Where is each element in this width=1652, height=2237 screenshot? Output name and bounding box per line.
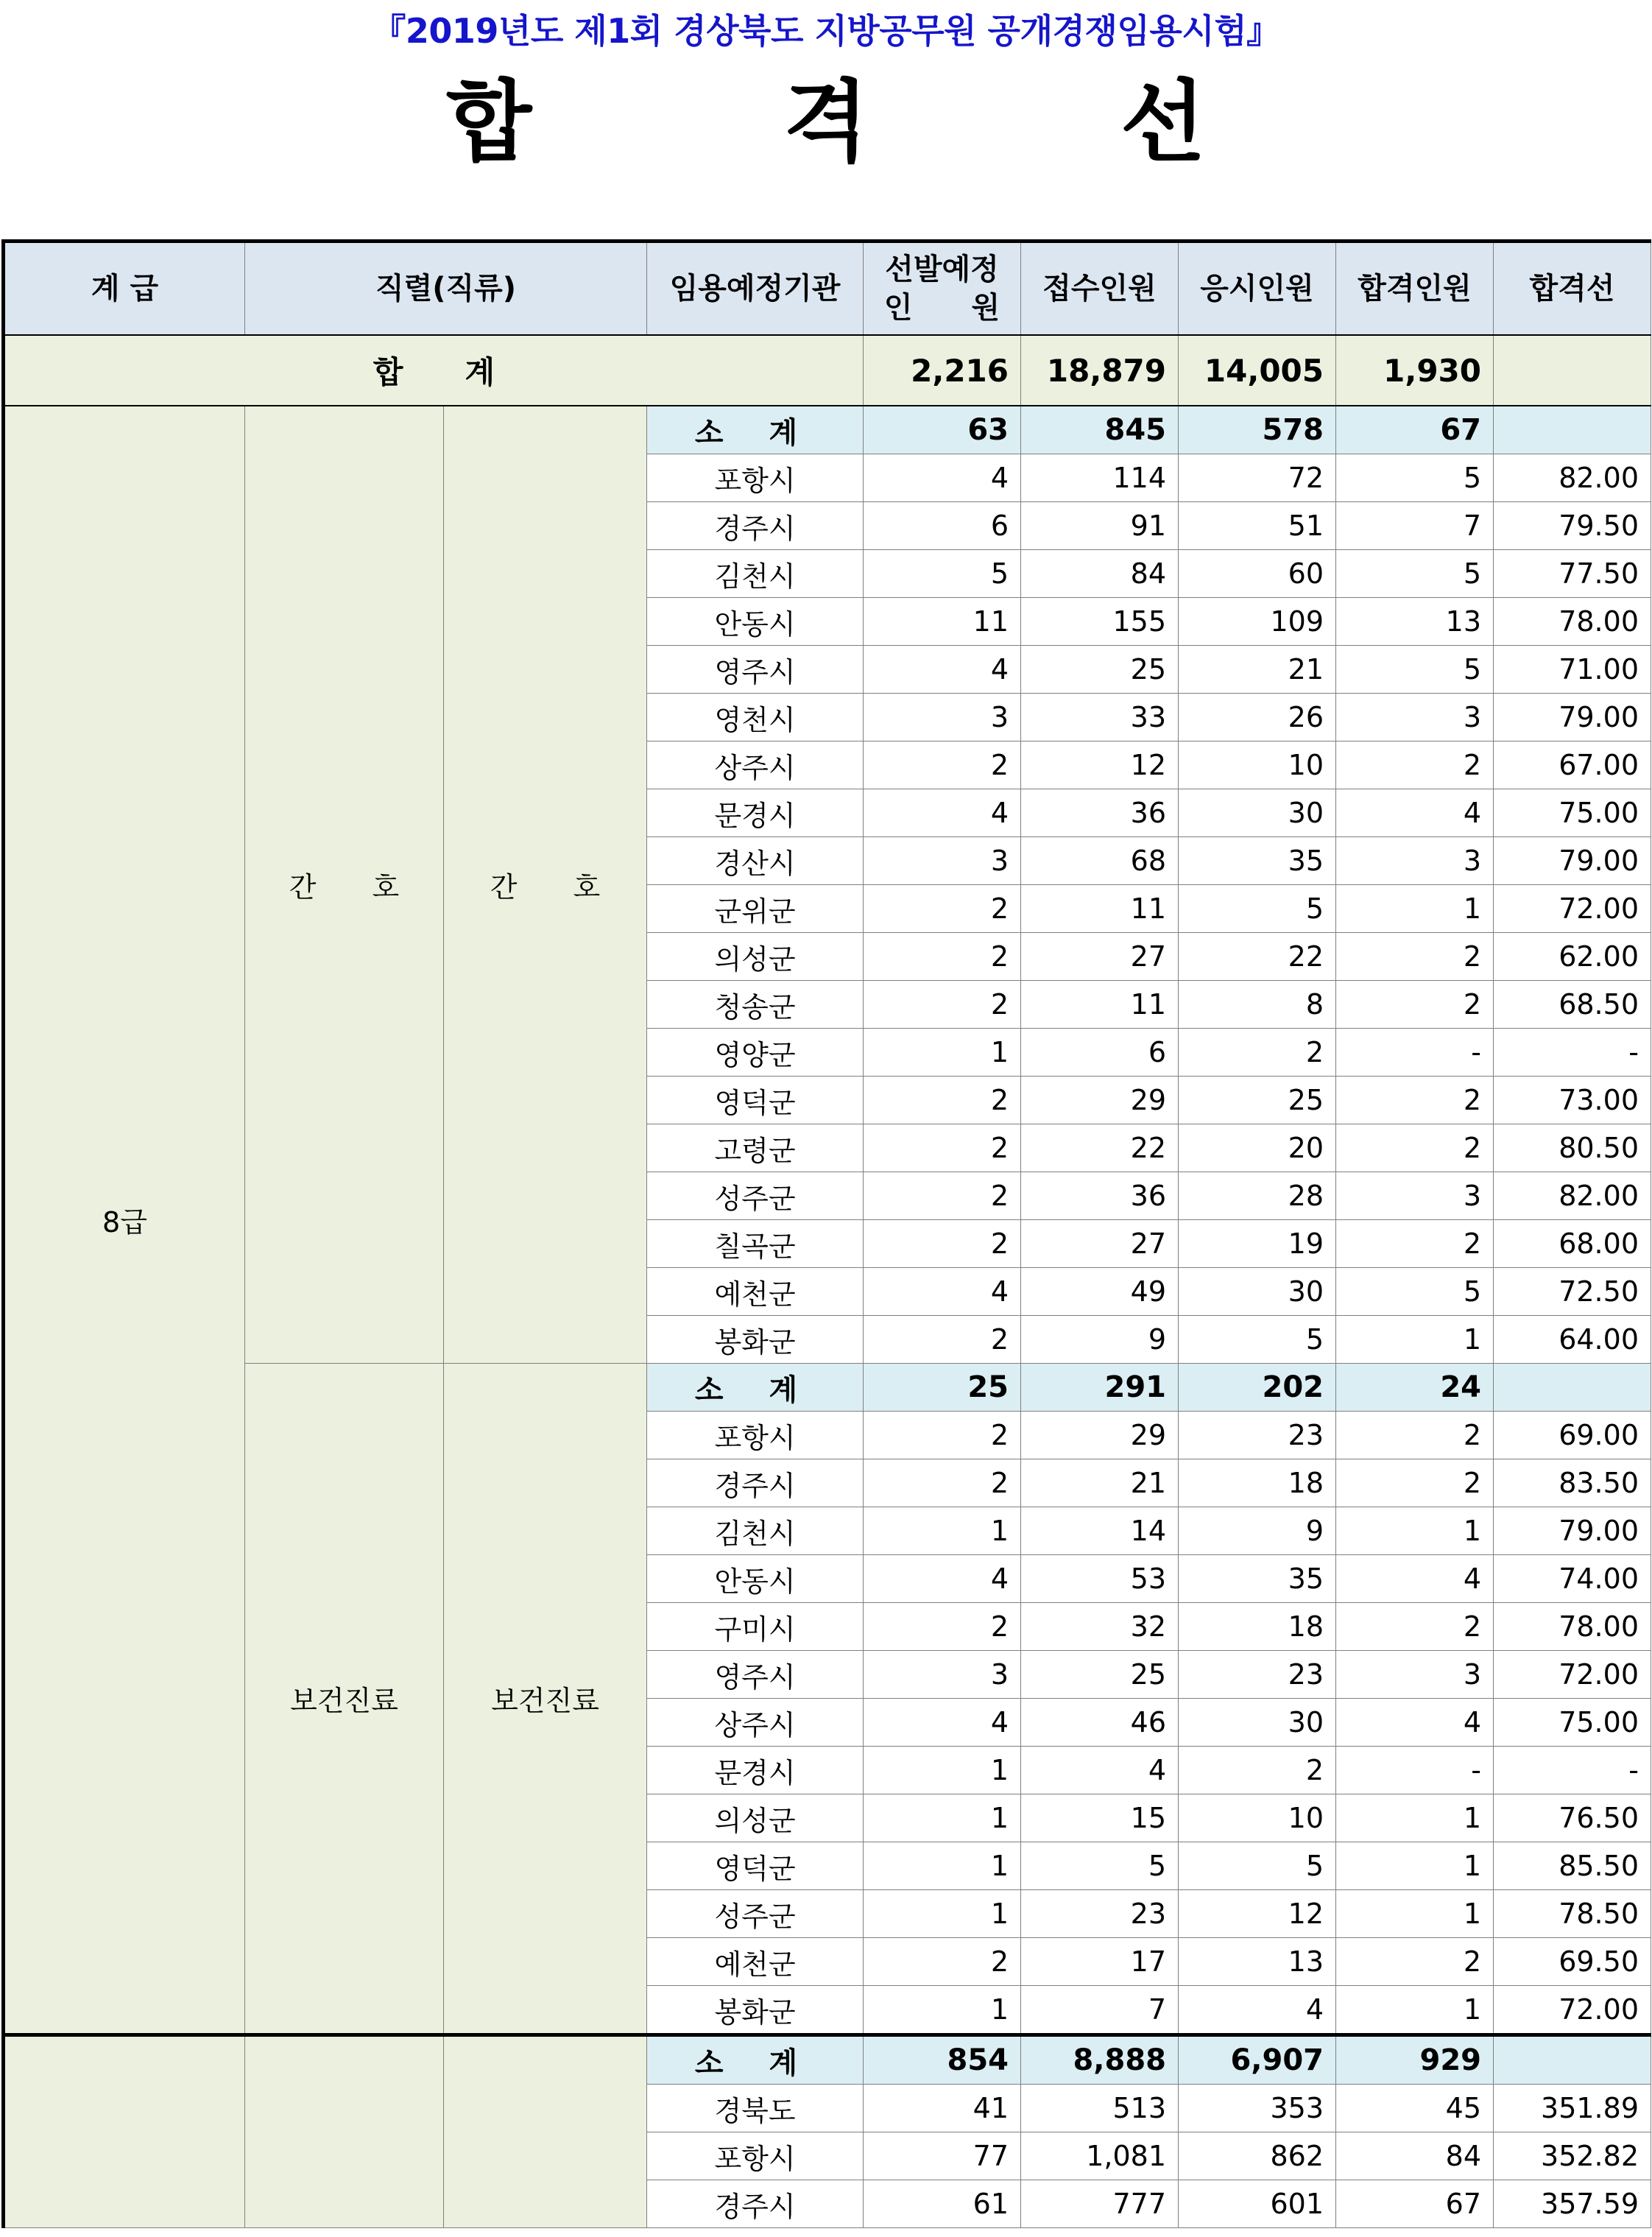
cutoff-cell: 80.50 <box>1494 1124 1651 1172</box>
quota-cell: 4 <box>864 1555 1021 1603</box>
applicants-cell: 513 <box>1021 2085 1179 2132</box>
passed-cell: 4 <box>1336 1699 1494 1747</box>
col-header-quota <box>864 242 1021 336</box>
org-cell: 영주시 <box>647 646 864 694</box>
col-header-cutoff: 합격선 <box>1494 242 1651 336</box>
quota-cell: 4 <box>864 454 1021 502</box>
passed-cell: 2 <box>1336 1938 1494 1986</box>
org-cell: 봉화군 <box>647 1316 864 1364</box>
subtotal-label: 소 계 <box>647 2035 864 2085</box>
org-cell: 성주군 <box>647 1172 864 1220</box>
takers-cell: 5 <box>1179 1842 1336 1890</box>
org-cell: 문경시 <box>647 789 864 837</box>
org-cell: 안동시 <box>647 598 864 646</box>
grade-cell <box>4 2035 245 2228</box>
quota-cell: 2 <box>864 1124 1021 1172</box>
cutoff-cell: 74.00 <box>1494 1555 1651 1603</box>
cutoff-cell: 76.50 <box>1494 1794 1651 1842</box>
quota-cell: 4 <box>864 1699 1021 1747</box>
takers-cell: 22 <box>1179 933 1336 981</box>
series-cell <box>245 2035 444 2228</box>
takers-cell: 8 <box>1179 981 1336 1029</box>
org-cell: 포항시 <box>647 2132 864 2180</box>
col-header-org: 임용예정기관 <box>647 242 864 336</box>
org-cell: 영덕군 <box>647 1077 864 1124</box>
cutoff-cell: 82.00 <box>1494 1172 1651 1220</box>
takers-cell: 51 <box>1179 502 1336 550</box>
grand-total-passed: 1,930 <box>1336 335 1494 406</box>
takers-cell: 20 <box>1179 1124 1336 1172</box>
applicants-cell: 49 <box>1021 1268 1179 1316</box>
org-cell: 김천시 <box>647 1507 864 1555</box>
takers-cell: 12 <box>1179 1890 1336 1938</box>
subtotal-cutoff <box>1494 406 1651 454</box>
takers-cell: 21 <box>1179 646 1336 694</box>
passed-cell: - <box>1336 1029 1494 1077</box>
passed-cell: 3 <box>1336 1172 1494 1220</box>
applicants-cell: 11 <box>1021 885 1179 933</box>
applicants-cell: 36 <box>1021 789 1179 837</box>
subtotal-takers: 6,907 <box>1179 2035 1336 2085</box>
passed-cell: 4 <box>1336 1555 1494 1603</box>
cutoff-cell: 85.50 <box>1494 1842 1651 1890</box>
takers-cell: 353 <box>1179 2085 1336 2132</box>
quota-cell: 2 <box>864 1172 1021 1220</box>
subtotal-label: 소 계 <box>647 406 864 454</box>
org-cell: 포항시 <box>647 454 864 502</box>
takers-cell: 30 <box>1179 789 1336 837</box>
quota-cell: 1 <box>864 1842 1021 1890</box>
passed-cell: 4 <box>1336 789 1494 837</box>
subtotal-row <box>4 406 1651 454</box>
takers-cell: 5 <box>1179 885 1336 933</box>
org-cell: 상주시 <box>647 741 864 789</box>
org-cell: 영양군 <box>647 1029 864 1077</box>
cutoff-cell: 69.50 <box>1494 1938 1651 1986</box>
applicants-cell: 114 <box>1021 454 1179 502</box>
takers-cell: 30 <box>1179 1699 1336 1747</box>
grand-total-takers: 14,005 <box>1179 335 1336 406</box>
applicants-cell: 32 <box>1021 1603 1179 1651</box>
quota-cell: 4 <box>864 789 1021 837</box>
passed-cell: 1 <box>1336 1507 1494 1555</box>
passed-cell: 1 <box>1336 1890 1494 1938</box>
applicants-cell: 91 <box>1021 502 1179 550</box>
grand-total-cutoff <box>1494 335 1651 406</box>
cutoff-table <box>1 239 1651 2228</box>
passed-cell: 3 <box>1336 694 1494 741</box>
takers-cell: 35 <box>1179 837 1336 885</box>
applicants-cell: 29 <box>1021 1077 1179 1124</box>
takers-cell: 10 <box>1179 1794 1336 1842</box>
subseries-cell: 보건진료 <box>444 1364 647 2035</box>
passed-cell: 1 <box>1336 1842 1494 1890</box>
quota-cell: 2 <box>864 1220 1021 1268</box>
quota-cell: 4 <box>864 646 1021 694</box>
applicants-cell: 11 <box>1021 981 1179 1029</box>
grand-total-applicants: 18,879 <box>1021 335 1179 406</box>
passed-cell: 1 <box>1336 1794 1494 1842</box>
org-cell: 안동시 <box>647 1555 864 1603</box>
col-header-grade: 계 급 <box>4 242 245 336</box>
series-cell: 간 호 <box>245 406 444 1364</box>
org-cell: 경북도 <box>647 2085 864 2132</box>
series-cell: 보건진료 <box>245 1364 444 2035</box>
org-cell: 경주시 <box>647 502 864 550</box>
passed-cell: 7 <box>1336 502 1494 550</box>
applicants-cell: 29 <box>1021 1412 1179 1459</box>
passed-cell: 1 <box>1336 1986 1494 2035</box>
quota-cell: 3 <box>864 694 1021 741</box>
quota-cell: 61 <box>864 2180 1021 2228</box>
quota-cell: 2 <box>864 1077 1021 1124</box>
cutoff-cell: 78.00 <box>1494 1603 1651 1651</box>
quota-cell: 4 <box>864 1268 1021 1316</box>
applicants-cell: 46 <box>1021 1699 1179 1747</box>
quota-cell: 2 <box>864 741 1021 789</box>
subtotal-label: 소 계 <box>647 1364 864 1412</box>
quota-cell: 3 <box>864 837 1021 885</box>
cutoff-cell: 79.00 <box>1494 837 1651 885</box>
quota-cell: 2 <box>864 1412 1021 1459</box>
quota-cell: 2 <box>864 1938 1021 1986</box>
org-cell: 예천군 <box>647 1938 864 1986</box>
col-header-passed: 합격인원 <box>1336 242 1494 336</box>
passed-cell: 84 <box>1336 2132 1494 2180</box>
quota-cell: 41 <box>864 2085 1021 2132</box>
takers-cell: 30 <box>1179 1268 1336 1316</box>
cutoff-cell: 78.50 <box>1494 1890 1651 1938</box>
cutoff-cell: 79.00 <box>1494 1507 1651 1555</box>
exam-subtitle: 『2019년도 제1회 경상북도 지방공무원 공개경쟁임용시험』 <box>372 11 1280 51</box>
org-cell: 김천시 <box>647 550 864 598</box>
cutoff-cell: 67.00 <box>1494 741 1651 789</box>
passed-cell: - <box>1336 1747 1494 1794</box>
quota-cell: 2 <box>864 885 1021 933</box>
applicants-cell: 25 <box>1021 1651 1179 1699</box>
cutoff-cell: 68.50 <box>1494 981 1651 1029</box>
applicants-cell: 9 <box>1021 1316 1179 1364</box>
org-cell: 칠곡군 <box>647 1220 864 1268</box>
passed-cell: 3 <box>1336 1651 1494 1699</box>
cutoff-cell: 351.89 <box>1494 2085 1651 2132</box>
applicants-cell: 15 <box>1021 1794 1179 1842</box>
takers-cell: 9 <box>1179 1507 1336 1555</box>
org-cell: 경주시 <box>647 2180 864 2228</box>
cutoff-cell: 62.00 <box>1494 933 1651 981</box>
applicants-cell: 1,081 <box>1021 2132 1179 2180</box>
takers-cell: 18 <box>1179 1603 1336 1651</box>
passed-cell: 5 <box>1336 1268 1494 1316</box>
passed-cell: 2 <box>1336 1412 1494 1459</box>
subtotal-quota: 854 <box>864 2035 1021 2085</box>
quota-cell: 77 <box>864 2132 1021 2180</box>
subseries-cell: 간 호 <box>444 406 647 1364</box>
passed-cell: 2 <box>1336 981 1494 1029</box>
passed-cell: 2 <box>1336 1077 1494 1124</box>
applicants-cell: 84 <box>1021 550 1179 598</box>
grand-total-row <box>4 335 1651 406</box>
applicants-cell: 25 <box>1021 646 1179 694</box>
quota-cell: 3 <box>864 1651 1021 1699</box>
org-cell: 영천시 <box>647 694 864 741</box>
quota-cell: 2 <box>864 981 1021 1029</box>
col-header-takers: 응시인원 <box>1179 242 1336 336</box>
org-cell: 예천군 <box>647 1268 864 1316</box>
passed-cell: 3 <box>1336 837 1494 885</box>
quota-cell: 6 <box>864 502 1021 550</box>
cutoff-cell: 73.00 <box>1494 1077 1651 1124</box>
applicants-cell: 53 <box>1021 1555 1179 1603</box>
applicants-cell: 6 <box>1021 1029 1179 1077</box>
applicants-cell: 68 <box>1021 837 1179 885</box>
org-cell: 문경시 <box>647 1747 864 1794</box>
takers-cell: 18 <box>1179 1459 1336 1507</box>
applicants-cell: 5 <box>1021 1842 1179 1890</box>
subtotal-passed: 24 <box>1336 1364 1494 1412</box>
takers-cell: 25 <box>1179 1077 1336 1124</box>
subtotal-quota: 25 <box>864 1364 1021 1412</box>
applicants-cell: 33 <box>1021 694 1179 741</box>
col-header-quota-line2: 인 원 <box>883 291 1000 325</box>
cutoff-cell: 75.00 <box>1494 1699 1651 1747</box>
cutoff-cell: 78.00 <box>1494 598 1651 646</box>
applicants-cell: 21 <box>1021 1459 1179 1507</box>
quota-cell: 2 <box>864 933 1021 981</box>
grade-cell: 8급 <box>4 406 245 2035</box>
passed-cell: 2 <box>1336 1459 1494 1507</box>
cutoff-cell: 75.00 <box>1494 789 1651 837</box>
takers-cell: 2 <box>1179 1029 1336 1077</box>
quota-cell: 1 <box>864 1747 1021 1794</box>
applicants-cell: 155 <box>1021 598 1179 646</box>
cutoff-cell: 69.00 <box>1494 1412 1651 1459</box>
passed-cell: 2 <box>1336 1124 1494 1172</box>
applicants-cell: 4 <box>1021 1747 1179 1794</box>
passed-cell: 2 <box>1336 933 1494 981</box>
subtotal-cutoff <box>1494 2035 1651 2085</box>
takers-cell: 4 <box>1179 1986 1336 2035</box>
cutoff-cell: 72.00 <box>1494 885 1651 933</box>
table-header-row <box>4 242 1651 336</box>
org-cell: 봉화군 <box>647 1986 864 2035</box>
applicants-cell: 17 <box>1021 1938 1179 1986</box>
takers-cell: 28 <box>1179 1172 1336 1220</box>
applicants-cell: 27 <box>1021 1220 1179 1268</box>
takers-cell: 109 <box>1179 598 1336 646</box>
subtotal-applicants: 8,888 <box>1021 2035 1179 2085</box>
passed-cell: 45 <box>1336 2085 1494 2132</box>
passed-cell: 67 <box>1336 2180 1494 2228</box>
subtotal-applicants: 291 <box>1021 1364 1179 1412</box>
quota-cell: 11 <box>864 598 1021 646</box>
cutoff-cell: 77.50 <box>1494 550 1651 598</box>
cutoff-cell: - <box>1494 1747 1651 1794</box>
takers-cell: 601 <box>1179 2180 1336 2228</box>
org-cell: 경산시 <box>647 837 864 885</box>
takers-cell: 23 <box>1179 1412 1336 1459</box>
org-cell: 의성군 <box>647 933 864 981</box>
subtotal-takers: 202 <box>1179 1364 1336 1412</box>
col-header-applicants: 접수인원 <box>1021 242 1179 336</box>
quota-cell: 2 <box>864 1316 1021 1364</box>
cutoff-cell: - <box>1494 1029 1651 1077</box>
org-cell: 구미시 <box>647 1603 864 1651</box>
takers-cell: 862 <box>1179 2132 1336 2180</box>
applicants-cell: 12 <box>1021 741 1179 789</box>
subtotal-applicants: 845 <box>1021 406 1179 454</box>
takers-cell: 35 <box>1179 1555 1336 1603</box>
org-cell: 군위군 <box>647 885 864 933</box>
quota-cell: 2 <box>864 1603 1021 1651</box>
subtotal-passed: 929 <box>1336 2035 1494 2085</box>
org-cell: 고령군 <box>647 1124 864 1172</box>
passed-cell: 2 <box>1336 741 1494 789</box>
applicants-cell: 23 <box>1021 1890 1179 1938</box>
page-title: 합 격 선 <box>446 71 1316 174</box>
passed-cell: 5 <box>1336 646 1494 694</box>
quota-cell: 1 <box>864 1029 1021 1077</box>
applicants-cell: 7 <box>1021 1986 1179 2035</box>
takers-cell: 23 <box>1179 1651 1336 1699</box>
passed-cell: 2 <box>1336 1220 1494 1268</box>
quota-cell: 2 <box>864 1459 1021 1507</box>
passed-cell: 2 <box>1336 1603 1494 1651</box>
subseries-cell <box>444 2035 647 2228</box>
takers-cell: 26 <box>1179 694 1336 741</box>
takers-cell: 10 <box>1179 741 1336 789</box>
cutoff-cell: 83.50 <box>1494 1459 1651 1507</box>
cutoff-cell: 68.00 <box>1494 1220 1651 1268</box>
org-cell: 경주시 <box>647 1459 864 1507</box>
applicants-cell: 27 <box>1021 933 1179 981</box>
cutoff-cell: 64.00 <box>1494 1316 1651 1364</box>
passed-cell: 13 <box>1336 598 1494 646</box>
passed-cell: 1 <box>1336 1316 1494 1364</box>
org-cell: 영주시 <box>647 1651 864 1699</box>
quota-cell: 1 <box>864 1986 1021 2035</box>
takers-cell: 13 <box>1179 1938 1336 1986</box>
org-cell: 영덕군 <box>647 1842 864 1890</box>
takers-cell: 60 <box>1179 550 1336 598</box>
subtotal-row <box>4 1364 1651 1412</box>
passed-cell: 5 <box>1336 454 1494 502</box>
subtotal-quota: 63 <box>864 406 1021 454</box>
cutoff-cell: 357.59 <box>1494 2180 1651 2228</box>
grand-total-quota: 2,216 <box>864 335 1021 406</box>
subtotal-row <box>4 2035 1651 2085</box>
subtotal-passed: 67 <box>1336 406 1494 454</box>
cutoff-cell: 79.50 <box>1494 502 1651 550</box>
cutoff-cell: 72.00 <box>1494 1651 1651 1699</box>
takers-cell: 2 <box>1179 1747 1336 1794</box>
cutoff-cell: 71.00 <box>1494 646 1651 694</box>
cutoff-cell: 72.50 <box>1494 1268 1651 1316</box>
org-cell: 성주군 <box>647 1890 864 1938</box>
cutoff-cell: 79.00 <box>1494 694 1651 741</box>
passed-cell: 1 <box>1336 885 1494 933</box>
cutoff-cell: 352.82 <box>1494 2132 1651 2180</box>
quota-cell: 1 <box>864 1794 1021 1842</box>
passed-cell: 5 <box>1336 550 1494 598</box>
org-cell: 상주시 <box>647 1699 864 1747</box>
takers-cell: 5 <box>1179 1316 1336 1364</box>
org-cell: 포항시 <box>647 1412 864 1459</box>
quota-cell: 1 <box>864 1507 1021 1555</box>
takers-cell: 19 <box>1179 1220 1336 1268</box>
quota-cell: 1 <box>864 1890 1021 1938</box>
cutoff-cell: 72.00 <box>1494 1986 1651 2035</box>
takers-cell: 72 <box>1179 454 1336 502</box>
col-header-series: 직렬(직류) <box>245 242 647 336</box>
org-cell: 의성군 <box>647 1794 864 1842</box>
org-cell: 청송군 <box>647 981 864 1029</box>
applicants-cell: 777 <box>1021 2180 1179 2228</box>
applicants-cell: 22 <box>1021 1124 1179 1172</box>
subtotal-cutoff <box>1494 1364 1651 1412</box>
cutoff-cell: 82.00 <box>1494 454 1651 502</box>
col-header-quota-line1: 선발예정 <box>885 253 999 286</box>
quota-cell: 5 <box>864 550 1021 598</box>
applicants-cell: 14 <box>1021 1507 1179 1555</box>
applicants-cell: 36 <box>1021 1172 1179 1220</box>
grand-total-label: 합 계 <box>4 335 864 406</box>
subtotal-takers: 578 <box>1179 406 1336 454</box>
